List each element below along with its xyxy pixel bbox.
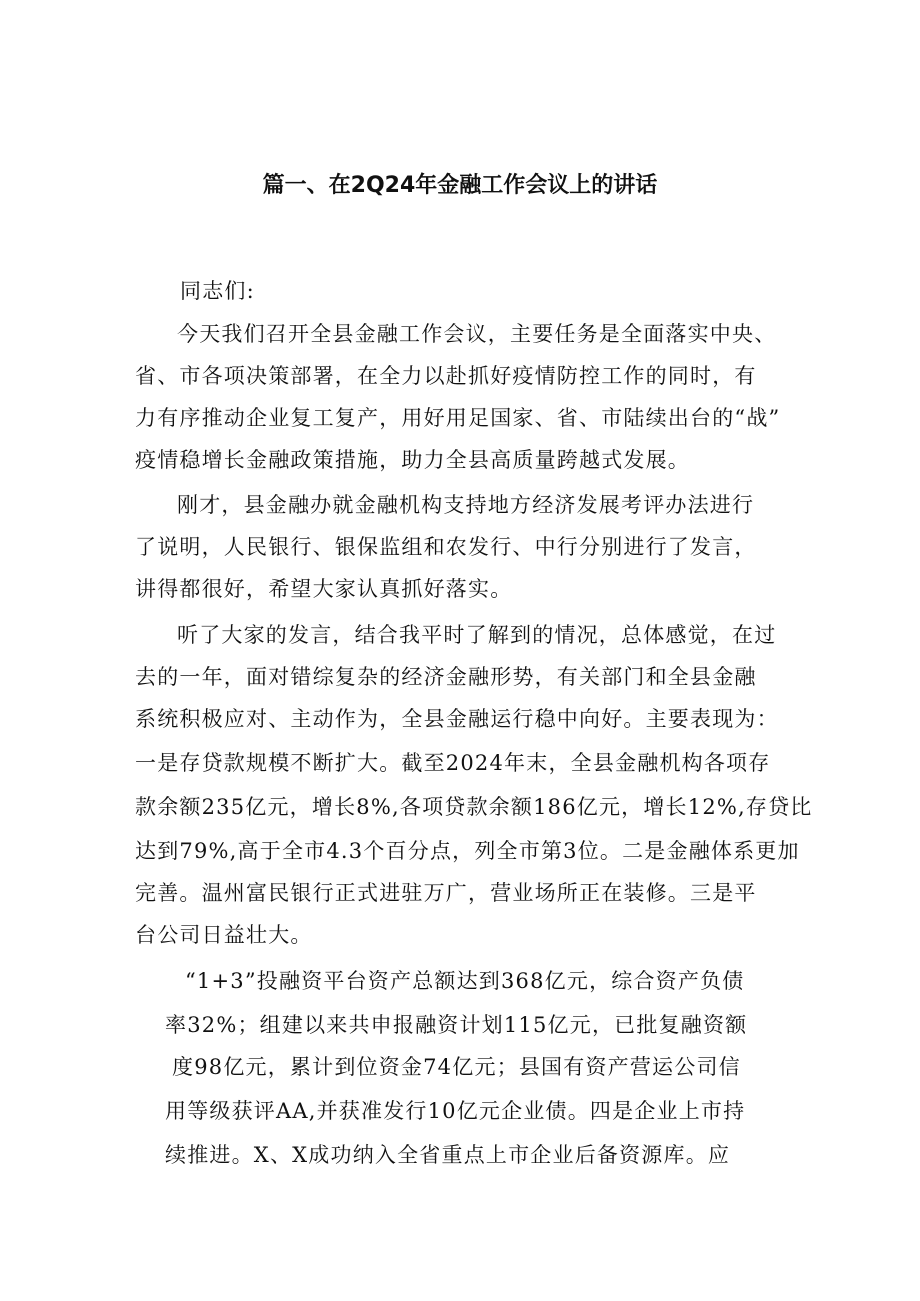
paragraph-line: 去的一年，面对错综复杂的经济金融形势，有关部门和全县金融 [135, 665, 757, 689]
paragraph-line: 台公司日益壮大。 [135, 923, 313, 947]
paragraph-line: 刚才，县金融办就金融机构支持地方经济发展考评办法进行 [177, 493, 755, 517]
paragraph-line: 疫情稳增长金融政策措施，助力全县高质量跨越式发展。 [135, 448, 690, 472]
salutation: 同志们: [180, 279, 255, 303]
paragraph-line: 款余额235亿元，增长8%,各项贷款余额186亿元，增长12%,存贷比 [135, 795, 813, 819]
paragraph-line: 了说明，人民银行、银保监组和农发行、中行分别进行了发言， [135, 535, 757, 559]
paragraph-line: 度98亿元，累计到位资金74亿元；县国有资产营运公司信 [172, 1055, 741, 1079]
paragraph-line: 续推进。X、X成功纳入全省重点上市企业后备资源库。应 [165, 1143, 731, 1167]
paragraph-line: 讲得都很好，希望大家认真抓好落实。 [135, 577, 513, 601]
paragraph-line: 系统积极应对、主动作为，全县金融运行稳中向好。主要表现为： [135, 707, 779, 731]
paragraph-line: “1+3”投融资平台资产总额达到368亿元，综合资产负债 [185, 969, 745, 993]
paragraph-line: 听了大家的发言，结合我平时了解到的情况，总体感觉，在过 [177, 623, 777, 647]
paragraph-line: 省、市各项决策部署，在全力以赴抓好疫情防控工作的同时，有 [135, 364, 757, 388]
document-title: 篇一、在2Q24年金融工作会议上的讲话 [262, 173, 658, 198]
paragraph-line: 达到79%,高于全市4.3个百分点，列全市第3位。二是金融体系更加 [135, 839, 800, 863]
paragraph-line: 用等级获评AA,并获准发行10亿元企业债。四是企业上市持 [165, 1099, 746, 1123]
paragraph-line: 率32%；组建以来共申报融资计划115亿元，已批复融资额 [165, 1013, 748, 1037]
paragraph-line: 完善。温州富民银行正式进驻万广，营业场所正在装修。三是平 [135, 881, 757, 905]
paragraph-line: 力有序推动企业复工复产，用好用足国家、省、市陆续出台的“战” [135, 406, 781, 430]
paragraph-line: 今天我们召开全县金融工作会议，主要任务是全面落实中央、 [177, 322, 777, 346]
paragraph-line: 一是存贷款规模不断扩大。截至2024年末，全县金融机构各项存 [135, 751, 771, 775]
